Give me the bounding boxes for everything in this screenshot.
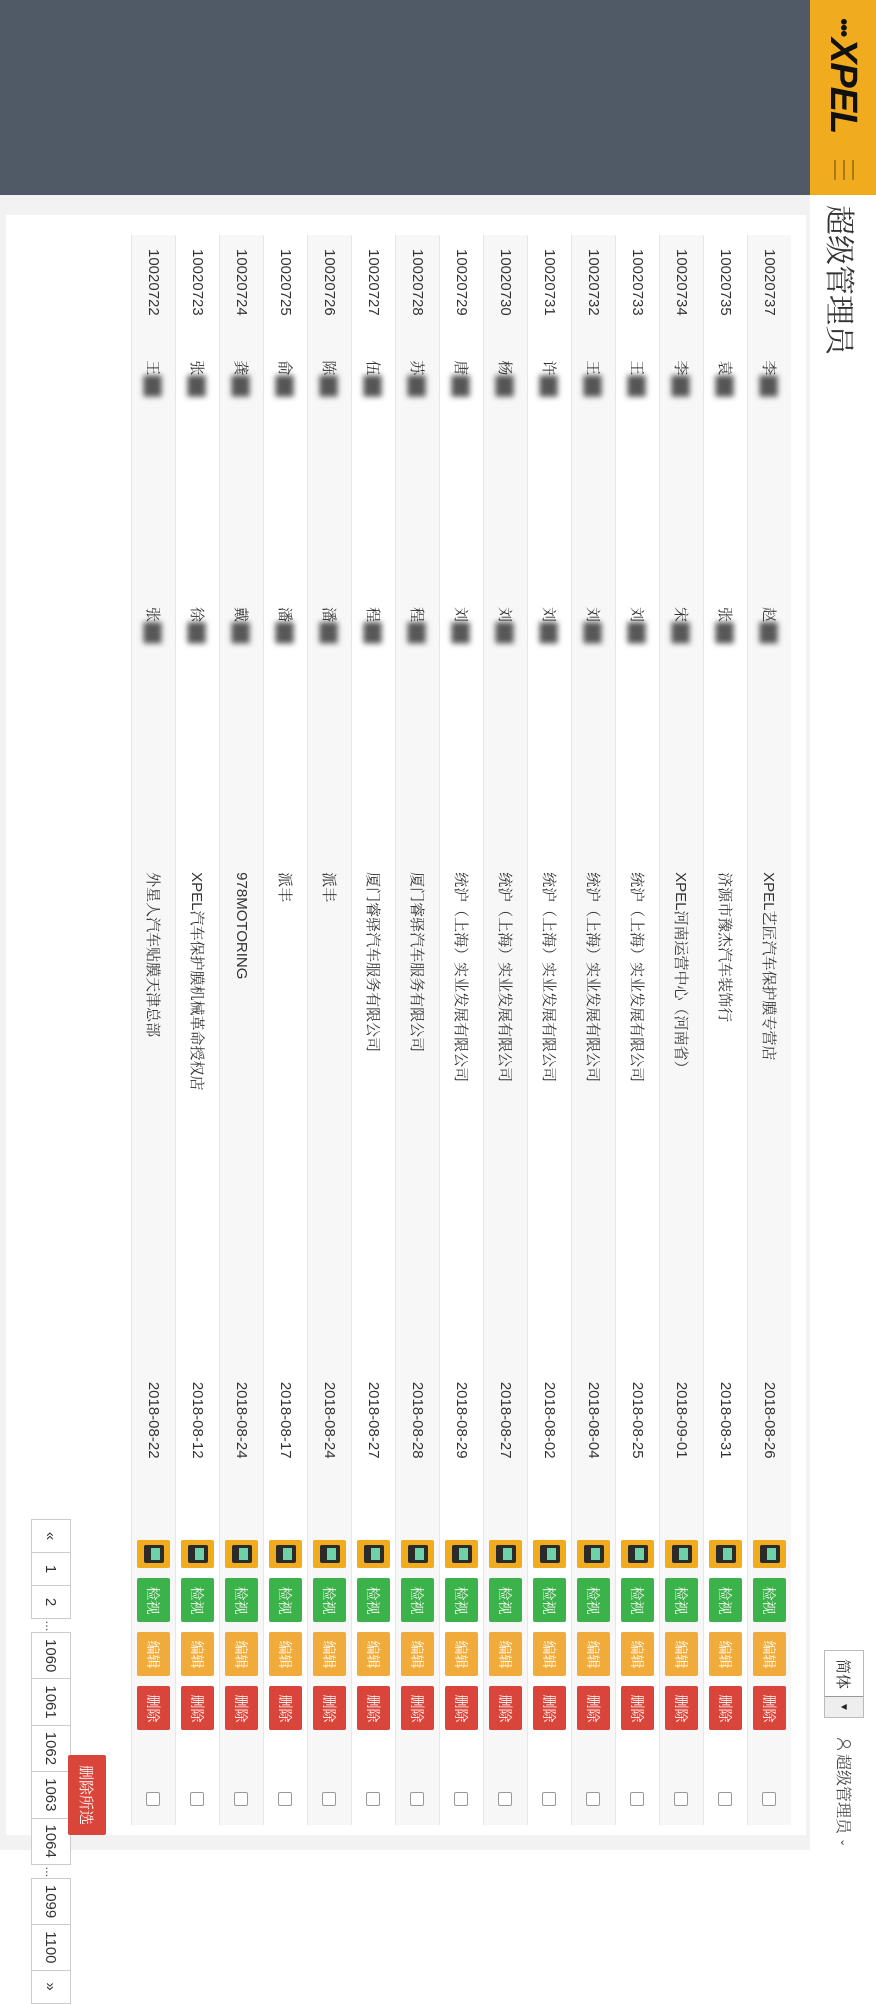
row-actions <box>440 1530 484 1785</box>
delete-button[interactable]: 删除 <box>445 1686 478 1730</box>
chevron-down-icon: ⌄ <box>838 1838 850 1848</box>
view-button[interactable]: 检视 <box>137 1578 170 1622</box>
prev-page-button[interactable]: « <box>31 1519 71 1553</box>
row-id: 10020735 <box>704 235 748 346</box>
row-name-cell <box>484 346 528 593</box>
row-date: 2018-08-25 <box>616 1368 660 1531</box>
table-row <box>176 235 220 1825</box>
redacted-text: ██ <box>760 622 777 644</box>
user-menu[interactable] <box>833 1738 856 1847</box>
page-button-1060[interactable]: 1060 <box>31 1632 71 1679</box>
top-header <box>810 0 876 1850</box>
view-button[interactable]: 检视 <box>709 1578 742 1622</box>
row-id: 10020725 <box>264 235 308 346</box>
chevron-down-icon: ▼ <box>825 1696 863 1717</box>
row-checkbox-cell <box>572 1786 616 1825</box>
row-date: 2018-08-24 <box>308 1368 352 1531</box>
edit-button[interactable]: 编辑 <box>665 1632 698 1676</box>
row-contact-cell <box>440 593 484 858</box>
table-row <box>572 235 616 1825</box>
row-contact: 赵 <box>760 607 777 623</box>
redacted-text: ██ <box>276 375 293 397</box>
view-button[interactable]: 检视 <box>181 1578 214 1622</box>
delete-button[interactable]: 删除 <box>533 1686 566 1730</box>
row-id: 10020728 <box>396 235 440 346</box>
user-icon <box>838 1738 852 1750</box>
row-name-cell <box>264 346 308 593</box>
row-name-cell <box>132 346 176 593</box>
row-checkbox[interactable] <box>499 1792 513 1806</box>
row-actions <box>352 1530 396 1785</box>
table-row <box>440 235 484 1825</box>
page-title: 超级管理员 <box>821 205 856 355</box>
row-actions <box>484 1530 528 1785</box>
row-id: 10020724 <box>220 235 264 346</box>
pagination-ellipsis: ... <box>43 1620 59 1632</box>
row-contact: 刘 <box>628 607 645 623</box>
menu-toggle-icon[interactable] <box>834 160 854 180</box>
edit-button[interactable]: 编辑 <box>181 1632 214 1676</box>
edit-button[interactable]: 编辑 <box>489 1632 522 1676</box>
row-name: 俞 <box>276 360 293 376</box>
row-actions <box>748 1530 792 1785</box>
row-checkbox-cell <box>704 1786 748 1825</box>
view-button[interactable]: 检视 <box>665 1578 698 1622</box>
row-store: 派丰 <box>264 858 308 1368</box>
row-date: 2018-08-26 <box>748 1368 792 1531</box>
row-contact-cell <box>572 593 616 858</box>
redacted-text: ██ <box>188 375 205 397</box>
row-name-cell <box>352 346 396 593</box>
row-contact: 戴 <box>232 607 249 623</box>
row-store: 外星人汽车贴膜天津总部 <box>132 858 176 1368</box>
view-button[interactable]: 检视 <box>533 1578 566 1622</box>
redacted-text: ██ <box>584 375 601 397</box>
delete-button[interactable]: 删除 <box>357 1686 390 1730</box>
row-contact-cell <box>132 593 176 858</box>
row-name: 龚 <box>232 360 249 376</box>
row-name: 李 <box>672 360 689 376</box>
row-name-cell <box>572 346 616 593</box>
row-date: 2018-08-17 <box>264 1368 308 1531</box>
row-checkbox[interactable] <box>719 1792 733 1806</box>
row-date: 2018-08-02 <box>528 1368 572 1531</box>
edit-button[interactable]: 编辑 <box>533 1632 566 1676</box>
row-contact: 刘 <box>452 607 469 623</box>
edit-button[interactable]: 编辑 <box>313 1632 346 1676</box>
redacted-text: ██ <box>188 622 205 644</box>
main-content <box>6 215 806 1991</box>
row-id: 10020732 <box>572 235 616 346</box>
row-checkbox[interactable] <box>631 1792 645 1806</box>
redacted-text: ██ <box>408 375 425 397</box>
edit-button[interactable]: 编辑 <box>225 1632 258 1676</box>
row-checkbox-cell <box>440 1786 484 1825</box>
image-icon-button[interactable] <box>533 1540 566 1568</box>
redacted-text: ██ <box>232 375 249 397</box>
row-store: 978MOTORING <box>220 858 264 1368</box>
table-row <box>660 235 704 1825</box>
row-date: 2018-08-28 <box>396 1368 440 1531</box>
delete-selected-button[interactable]: 删除所选 <box>68 1755 106 1835</box>
language-value: 简体 <box>834 1659 852 1690</box>
redacted-text: ██ <box>628 375 645 397</box>
row-contact: 程 <box>364 607 381 623</box>
row-checkbox[interactable] <box>191 1792 205 1806</box>
row-actions <box>572 1530 616 1785</box>
view-button[interactable]: 检视 <box>269 1578 302 1622</box>
delete-button[interactable]: 删除 <box>313 1686 346 1730</box>
row-contact-cell <box>396 593 440 858</box>
page-button-1063[interactable]: 1063 <box>31 1771 71 1818</box>
row-name-cell <box>616 346 660 593</box>
delete-button[interactable]: 删除 <box>401 1686 434 1730</box>
pagination <box>31 1520 71 2004</box>
row-id: 10020729 <box>440 235 484 346</box>
row-store: 统沪（上海）实业发展有限公司 <box>484 858 528 1368</box>
row-id: 10020726 <box>308 235 352 346</box>
pagination-ellipsis: ... <box>43 1866 59 1878</box>
redacted-text: ██ <box>760 375 777 397</box>
row-checkbox-cell <box>396 1786 440 1825</box>
redacted-text: ██ <box>144 375 161 397</box>
row-store: 厦门睿驿汽车服务有限公司 <box>352 858 396 1368</box>
row-contact-cell <box>616 593 660 858</box>
view-button[interactable]: 检视 <box>313 1578 346 1622</box>
image-icon-button[interactable] <box>753 1540 786 1568</box>
edit-button[interactable]: 编辑 <box>401 1632 434 1676</box>
row-contact: 刘 <box>540 607 557 623</box>
row-checkbox[interactable] <box>587 1792 601 1806</box>
row-name: 伍 <box>364 360 381 376</box>
image-icon-button[interactable] <box>577 1540 610 1568</box>
image-icon-button[interactable] <box>181 1540 214 1568</box>
redacted-text: ██ <box>364 622 381 644</box>
table-row <box>528 235 572 1825</box>
row-date: 2018-08-31 <box>704 1368 748 1531</box>
row-name: 王 <box>584 360 601 376</box>
redacted-text: ██ <box>584 622 601 644</box>
row-date: 2018-08-12 <box>176 1368 220 1531</box>
row-checkbox-cell <box>748 1786 792 1825</box>
row-date: 2018-08-24 <box>220 1368 264 1531</box>
xpel-logo[interactable] <box>822 18 865 133</box>
row-contact: 张 <box>716 607 733 623</box>
row-contact-cell <box>528 593 572 858</box>
row-name: 李 <box>760 360 777 376</box>
row-date: 2018-08-04 <box>572 1368 616 1531</box>
image-icon-button[interactable] <box>665 1540 698 1568</box>
table-row <box>396 235 440 1825</box>
page-button-1064[interactable]: 1064 <box>31 1818 71 1865</box>
redacted-text: ██ <box>320 375 337 397</box>
row-date: 2018-08-22 <box>132 1368 176 1531</box>
redacted-text: ██ <box>672 375 689 397</box>
redacted-text: ██ <box>452 622 469 644</box>
row-name-cell <box>220 346 264 593</box>
table-row <box>264 235 308 1825</box>
row-checkbox[interactable] <box>763 1792 777 1806</box>
dealer-table <box>131 235 791 1825</box>
row-contact: 刘 <box>496 607 513 623</box>
delete-button[interactable]: 删除 <box>621 1686 654 1730</box>
image-icon-button[interactable] <box>137 1540 170 1568</box>
row-id: 10020727 <box>352 235 396 346</box>
row-store: 派丰 <box>308 858 352 1368</box>
row-checkbox-cell <box>484 1786 528 1825</box>
language-select[interactable] <box>824 1650 864 1718</box>
redacted-text: ██ <box>276 622 293 644</box>
row-checkbox-cell <box>660 1786 704 1825</box>
row-id: 10020737 <box>748 235 792 346</box>
row-date: 2018-08-27 <box>484 1368 528 1531</box>
row-contact-cell <box>220 593 264 858</box>
row-checkbox[interactable] <box>543 1792 557 1806</box>
redacted-text: ██ <box>628 622 645 644</box>
row-name-cell <box>528 346 572 593</box>
image-icon-button[interactable] <box>445 1540 478 1568</box>
row-name: 袁 <box>716 360 733 376</box>
row-name-cell <box>704 346 748 593</box>
delete-button[interactable]: 删除 <box>489 1686 522 1730</box>
row-checkbox-cell <box>264 1786 308 1825</box>
row-id: 10020722 <box>132 235 176 346</box>
row-actions <box>132 1530 176 1785</box>
image-icon-button[interactable] <box>621 1540 654 1568</box>
row-actions <box>616 1530 660 1785</box>
delete-button[interactable]: 删除 <box>709 1686 742 1730</box>
redacted-text: ██ <box>716 622 733 644</box>
redacted-text: ██ <box>144 622 161 644</box>
row-actions <box>704 1530 748 1785</box>
row-contact-cell <box>264 593 308 858</box>
page-button-2[interactable]: 2 <box>31 1585 71 1619</box>
edit-button[interactable]: 编辑 <box>269 1632 302 1676</box>
row-date: 2018-08-29 <box>440 1368 484 1531</box>
table-row <box>220 235 264 1825</box>
row-name-cell <box>440 346 484 593</box>
row-contact-cell <box>484 593 528 858</box>
redacted-text: ██ <box>232 622 249 644</box>
redacted-text: ██ <box>452 375 469 397</box>
view-button[interactable]: 检视 <box>357 1578 390 1622</box>
table-row <box>704 235 748 1825</box>
row-checkbox-cell <box>176 1786 220 1825</box>
row-checkbox-cell <box>528 1786 572 1825</box>
row-store: XPEL河南运营中心（河南省） <box>660 858 704 1368</box>
delete-button[interactable]: 删除 <box>137 1686 170 1730</box>
image-icon-button[interactable] <box>269 1540 302 1568</box>
row-date: 2018-09-01 <box>660 1368 704 1531</box>
delete-button[interactable]: 删除 <box>577 1686 610 1730</box>
redacted-text: ██ <box>364 375 381 397</box>
page-button-1099[interactable]: 1099 <box>31 1878 71 1925</box>
row-checkbox[interactable] <box>279 1792 293 1806</box>
row-checkbox-cell <box>352 1786 396 1825</box>
page-button-1062[interactable]: 1062 <box>31 1725 71 1772</box>
row-name: 陈 <box>320 360 337 376</box>
row-name: 杨 <box>496 360 513 376</box>
row-checkbox[interactable] <box>675 1792 689 1806</box>
row-contact: 张 <box>144 607 161 623</box>
row-name: 唐 <box>452 360 469 376</box>
row-checkbox[interactable] <box>455 1792 469 1806</box>
row-contact: 程 <box>408 607 425 623</box>
table-row <box>132 235 176 1825</box>
edit-button[interactable]: 编辑 <box>137 1632 170 1676</box>
table-row <box>308 235 352 1825</box>
row-store: 厦门睿驿汽车服务有限公司 <box>396 858 440 1368</box>
row-store: 统沪（上海）实业发展有限公司 <box>616 858 660 1368</box>
row-name: 王 <box>628 360 645 376</box>
row-contact: 潘 <box>276 607 293 623</box>
delete-button[interactable]: 删除 <box>225 1686 258 1730</box>
row-id: 10020733 <box>616 235 660 346</box>
view-button[interactable]: 检视 <box>753 1578 786 1622</box>
logo-dots-icon: ••• <box>832 18 855 37</box>
row-checkbox[interactable] <box>411 1792 425 1806</box>
edit-button[interactable]: 编辑 <box>621 1632 654 1676</box>
row-actions <box>308 1530 352 1785</box>
row-store: XPEL汽车保护膜机械革命授权店 <box>176 858 220 1368</box>
table-row <box>484 235 528 1825</box>
image-icon-button[interactable] <box>489 1540 522 1568</box>
edit-button[interactable]: 编辑 <box>709 1632 742 1676</box>
view-button[interactable]: 检视 <box>577 1578 610 1622</box>
row-actions <box>396 1530 440 1785</box>
row-id: 10020723 <box>176 235 220 346</box>
redacted-text: ██ <box>320 622 337 644</box>
row-name-cell <box>396 346 440 593</box>
row-contact-cell <box>352 593 396 858</box>
view-button[interactable]: 检视 <box>401 1578 434 1622</box>
row-id: 10020731 <box>528 235 572 346</box>
row-store: 济源市豫杰汽车装饰行 <box>704 858 748 1368</box>
left-sidebar <box>0 0 876 195</box>
edit-button[interactable]: 编辑 <box>577 1632 610 1676</box>
view-button[interactable]: 检视 <box>225 1578 258 1622</box>
row-contact: 徐 <box>188 607 205 623</box>
row-actions <box>264 1530 308 1785</box>
image-icon-button[interactable] <box>709 1540 742 1568</box>
row-contact-cell <box>748 593 792 858</box>
row-name: 王 <box>144 360 161 376</box>
logo-box <box>810 0 876 195</box>
row-checkbox-cell <box>308 1786 352 1825</box>
row-store: 统沪（上海）实业发展有限公司 <box>440 858 484 1368</box>
row-contact: 潘 <box>320 607 337 623</box>
delete-button[interactable]: 删除 <box>665 1686 698 1730</box>
redacted-text: ██ <box>408 622 425 644</box>
row-checkbox[interactable] <box>323 1792 337 1806</box>
view-button[interactable]: 检视 <box>445 1578 478 1622</box>
row-store: 统沪（上海）实业发展有限公司 <box>572 858 616 1368</box>
row-name: 许 <box>540 360 557 376</box>
row-checkbox[interactable] <box>235 1792 249 1806</box>
page-button-1[interactable]: 1 <box>31 1552 71 1586</box>
delete-button[interactable]: 删除 <box>181 1686 214 1730</box>
row-checkbox[interactable] <box>367 1792 381 1806</box>
row-actions <box>220 1530 264 1785</box>
table-row <box>748 235 792 1825</box>
image-icon-button[interactable] <box>357 1540 390 1568</box>
redacted-text: ██ <box>672 622 689 644</box>
row-name-cell <box>308 346 352 593</box>
row-contact-cell <box>660 593 704 858</box>
row-name-cell <box>748 346 792 593</box>
edit-button[interactable]: 编辑 <box>445 1632 478 1676</box>
redacted-text: ██ <box>716 375 733 397</box>
logo-text: XPEL <box>822 38 865 134</box>
image-icon-button[interactable] <box>401 1540 434 1568</box>
row-checkbox-cell <box>616 1786 660 1825</box>
row-name-cell <box>660 346 704 593</box>
table-row <box>616 235 660 1825</box>
table-row <box>352 235 396 1825</box>
image-icon-button[interactable] <box>313 1540 346 1568</box>
redacted-text: ██ <box>496 375 513 397</box>
page-button-1100[interactable]: 1100 <box>31 1924 71 1970</box>
next-page-button[interactable]: » <box>31 1970 71 2004</box>
row-actions <box>660 1530 704 1785</box>
page-button-1061[interactable]: 1061 <box>31 1678 71 1725</box>
image-icon-button[interactable] <box>225 1540 258 1568</box>
edit-button[interactable]: 编辑 <box>753 1632 786 1676</box>
row-contact-cell <box>308 593 352 858</box>
row-id: 10020730 <box>484 235 528 346</box>
edit-button[interactable]: 编辑 <box>357 1632 390 1676</box>
row-checkbox-cell <box>132 1786 176 1825</box>
row-name: 张 <box>188 360 205 376</box>
row-contact: 宋 <box>672 607 689 623</box>
row-id: 10020734 <box>660 235 704 346</box>
row-contact-cell <box>704 593 748 858</box>
view-button[interactable]: 检视 <box>489 1578 522 1622</box>
view-button[interactable]: 检视 <box>621 1578 654 1622</box>
redacted-text: ██ <box>540 622 557 644</box>
row-actions <box>528 1530 572 1785</box>
row-store: 统沪（上海）实业发展有限公司 <box>528 858 572 1368</box>
delete-button[interactable]: 删除 <box>269 1686 302 1730</box>
row-name: 苏 <box>408 360 425 376</box>
redacted-text: ██ <box>496 622 513 644</box>
row-contact: 刘 <box>584 607 601 623</box>
row-name-cell <box>176 346 220 593</box>
row-contact-cell <box>176 593 220 858</box>
row-actions <box>176 1530 220 1785</box>
user-name: 超级管理员 <box>834 1754 851 1835</box>
row-checkbox-cell <box>220 1786 264 1825</box>
delete-button[interactable]: 删除 <box>753 1686 786 1730</box>
row-store: XPEL艺匠汽车保护膜专营店 <box>748 858 792 1368</box>
row-date: 2018-08-27 <box>352 1368 396 1531</box>
redacted-text: ██ <box>540 375 557 397</box>
row-checkbox[interactable] <box>147 1792 161 1806</box>
